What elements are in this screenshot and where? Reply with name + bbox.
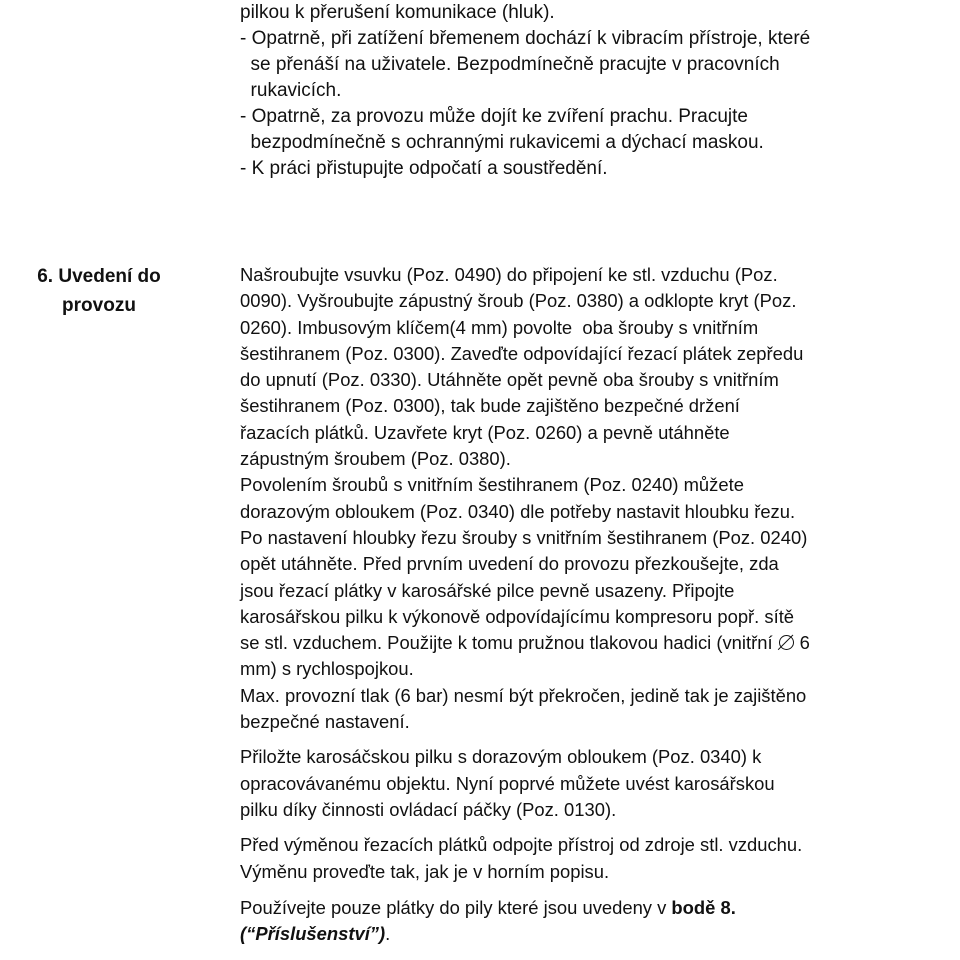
text-line: bezpečné nastavení. [240, 711, 410, 733]
text-line: Max. provozní tlak (6 bar) nesmí být překročen, jedině tak je zajištěno [240, 684, 807, 706]
text-line: - Opatrně, za provozu může dojít ke zvíření prachu. Pracujte [240, 106, 748, 127]
section-heading [14, 262, 184, 320]
text-line: Po nastavení hloubky řezu šrouby s vnitřním šestihranem (Poz. 0240) [240, 526, 808, 548]
text-line: pilkou k přerušení komunikace (hluk). [240, 2, 555, 23]
text-line [240, 895, 955, 921]
text-line: šestihranem (Poz. 0300). Zaveďte odpovídající řezací plátek zepředu [240, 342, 804, 364]
text-fragment: Používejte pouze plátky do pily které jsou uvedeny v [240, 896, 672, 918]
text-fragment: 6 [799, 632, 810, 654]
text-line: Našroubujte vsuvku (Poz. 0490) do připojení ke stl. vzduchu (Poz. [240, 264, 778, 285]
text-line: - K práci přistupujte odpočatí a soustředění. [240, 158, 608, 179]
hose-line [240, 630, 955, 656]
paragraph-replacement [240, 832, 955, 885]
safety-notes [240, 0, 940, 182]
section-heading-line: 6. Uvedení do [37, 266, 161, 287]
text-line: 0260). Imbusovým klíčem(4 mm) povolte oba šrouby s vnitřním [240, 316, 759, 338]
text-line: šestihranem (Poz. 0300), tak bude zajištěno bezpečné držení [240, 395, 740, 417]
section-heading-line: provozu [62, 295, 136, 316]
paragraph-accessories [240, 895, 955, 948]
text-line: mm) s rychlospojkou. [240, 658, 414, 680]
text-line: opracovávanému objektu. Nyní poprvé můžete uvést karosářskou [240, 772, 775, 794]
diameter-icon [777, 633, 796, 652]
section-reference: bodě 8. [671, 896, 736, 918]
text-line: jsou řezací plátky v karosářské pilce pevně usazeny. Připojte [240, 579, 735, 601]
text-line: dorazovým obloukem (Poz. 0340) dle potřeby nastavit hloubku řezu. [240, 500, 796, 522]
text-line: do upnutí (Poz. 0330). Utáhněte opět pevně oba šrouby s vnitřním [240, 369, 779, 391]
accessories-reference: (“Příslušenství”) [240, 923, 386, 945]
section-body [240, 262, 955, 947]
text-line: Přiložte karosáčskou pilku s dorazovým obloukem (Poz. 0340) k [240, 746, 762, 768]
text-line: pilku díky činnosti ovládací páčky (Poz. 0130). [240, 798, 617, 820]
text-line: - Opatrně, při zatížení břemenem dochází k vibracím přístroje, které [240, 28, 811, 49]
text-line: Povolením šroubů s vnitřním šestihranem (Poz. 0240) můžete [240, 474, 744, 496]
text-line: Před výměnou řezacích plátků odpojte přístroj od zdroje stl. vzduchu. [240, 834, 803, 856]
text-line: 0090). Vyšroubujte zápustný šroub (Poz. 0380) a odklopte kryt (Poz. [240, 290, 797, 312]
paragraph-installation [240, 262, 955, 735]
text-line: bezpodmínečně s ochrannými rukavicemi a dýchací maskou. [240, 132, 764, 153]
text-line: se přenáší na uživatele. Bezpodmínečně pracujte v pracovních [240, 54, 780, 75]
text-line: zápustným šroubem (Poz. 0380). [240, 448, 511, 470]
text-line: karosářskou pilku k výkonově odpovídajícímu kompresoru popř. sítě [240, 605, 795, 627]
text-line: opět utáhněte. Před prvním uvedení do provozu přezkoušejte, zda [240, 553, 779, 575]
text-line: řazacích plátků. Uzavřete kryt (Poz. 0260) a pevně utáhněte [240, 421, 730, 443]
text-line: Výměnu proveďte tak, jak je v horním popisu. [240, 860, 610, 882]
text-fragment: . [385, 923, 391, 945]
text-line [240, 921, 955, 947]
text-line: rukavicích. [240, 80, 342, 101]
text-fragment: se stl. vzduchem. Použijte k tomu pružnou tlakovou hadici (vnitřní [240, 632, 773, 654]
paragraph-usage [240, 744, 955, 823]
